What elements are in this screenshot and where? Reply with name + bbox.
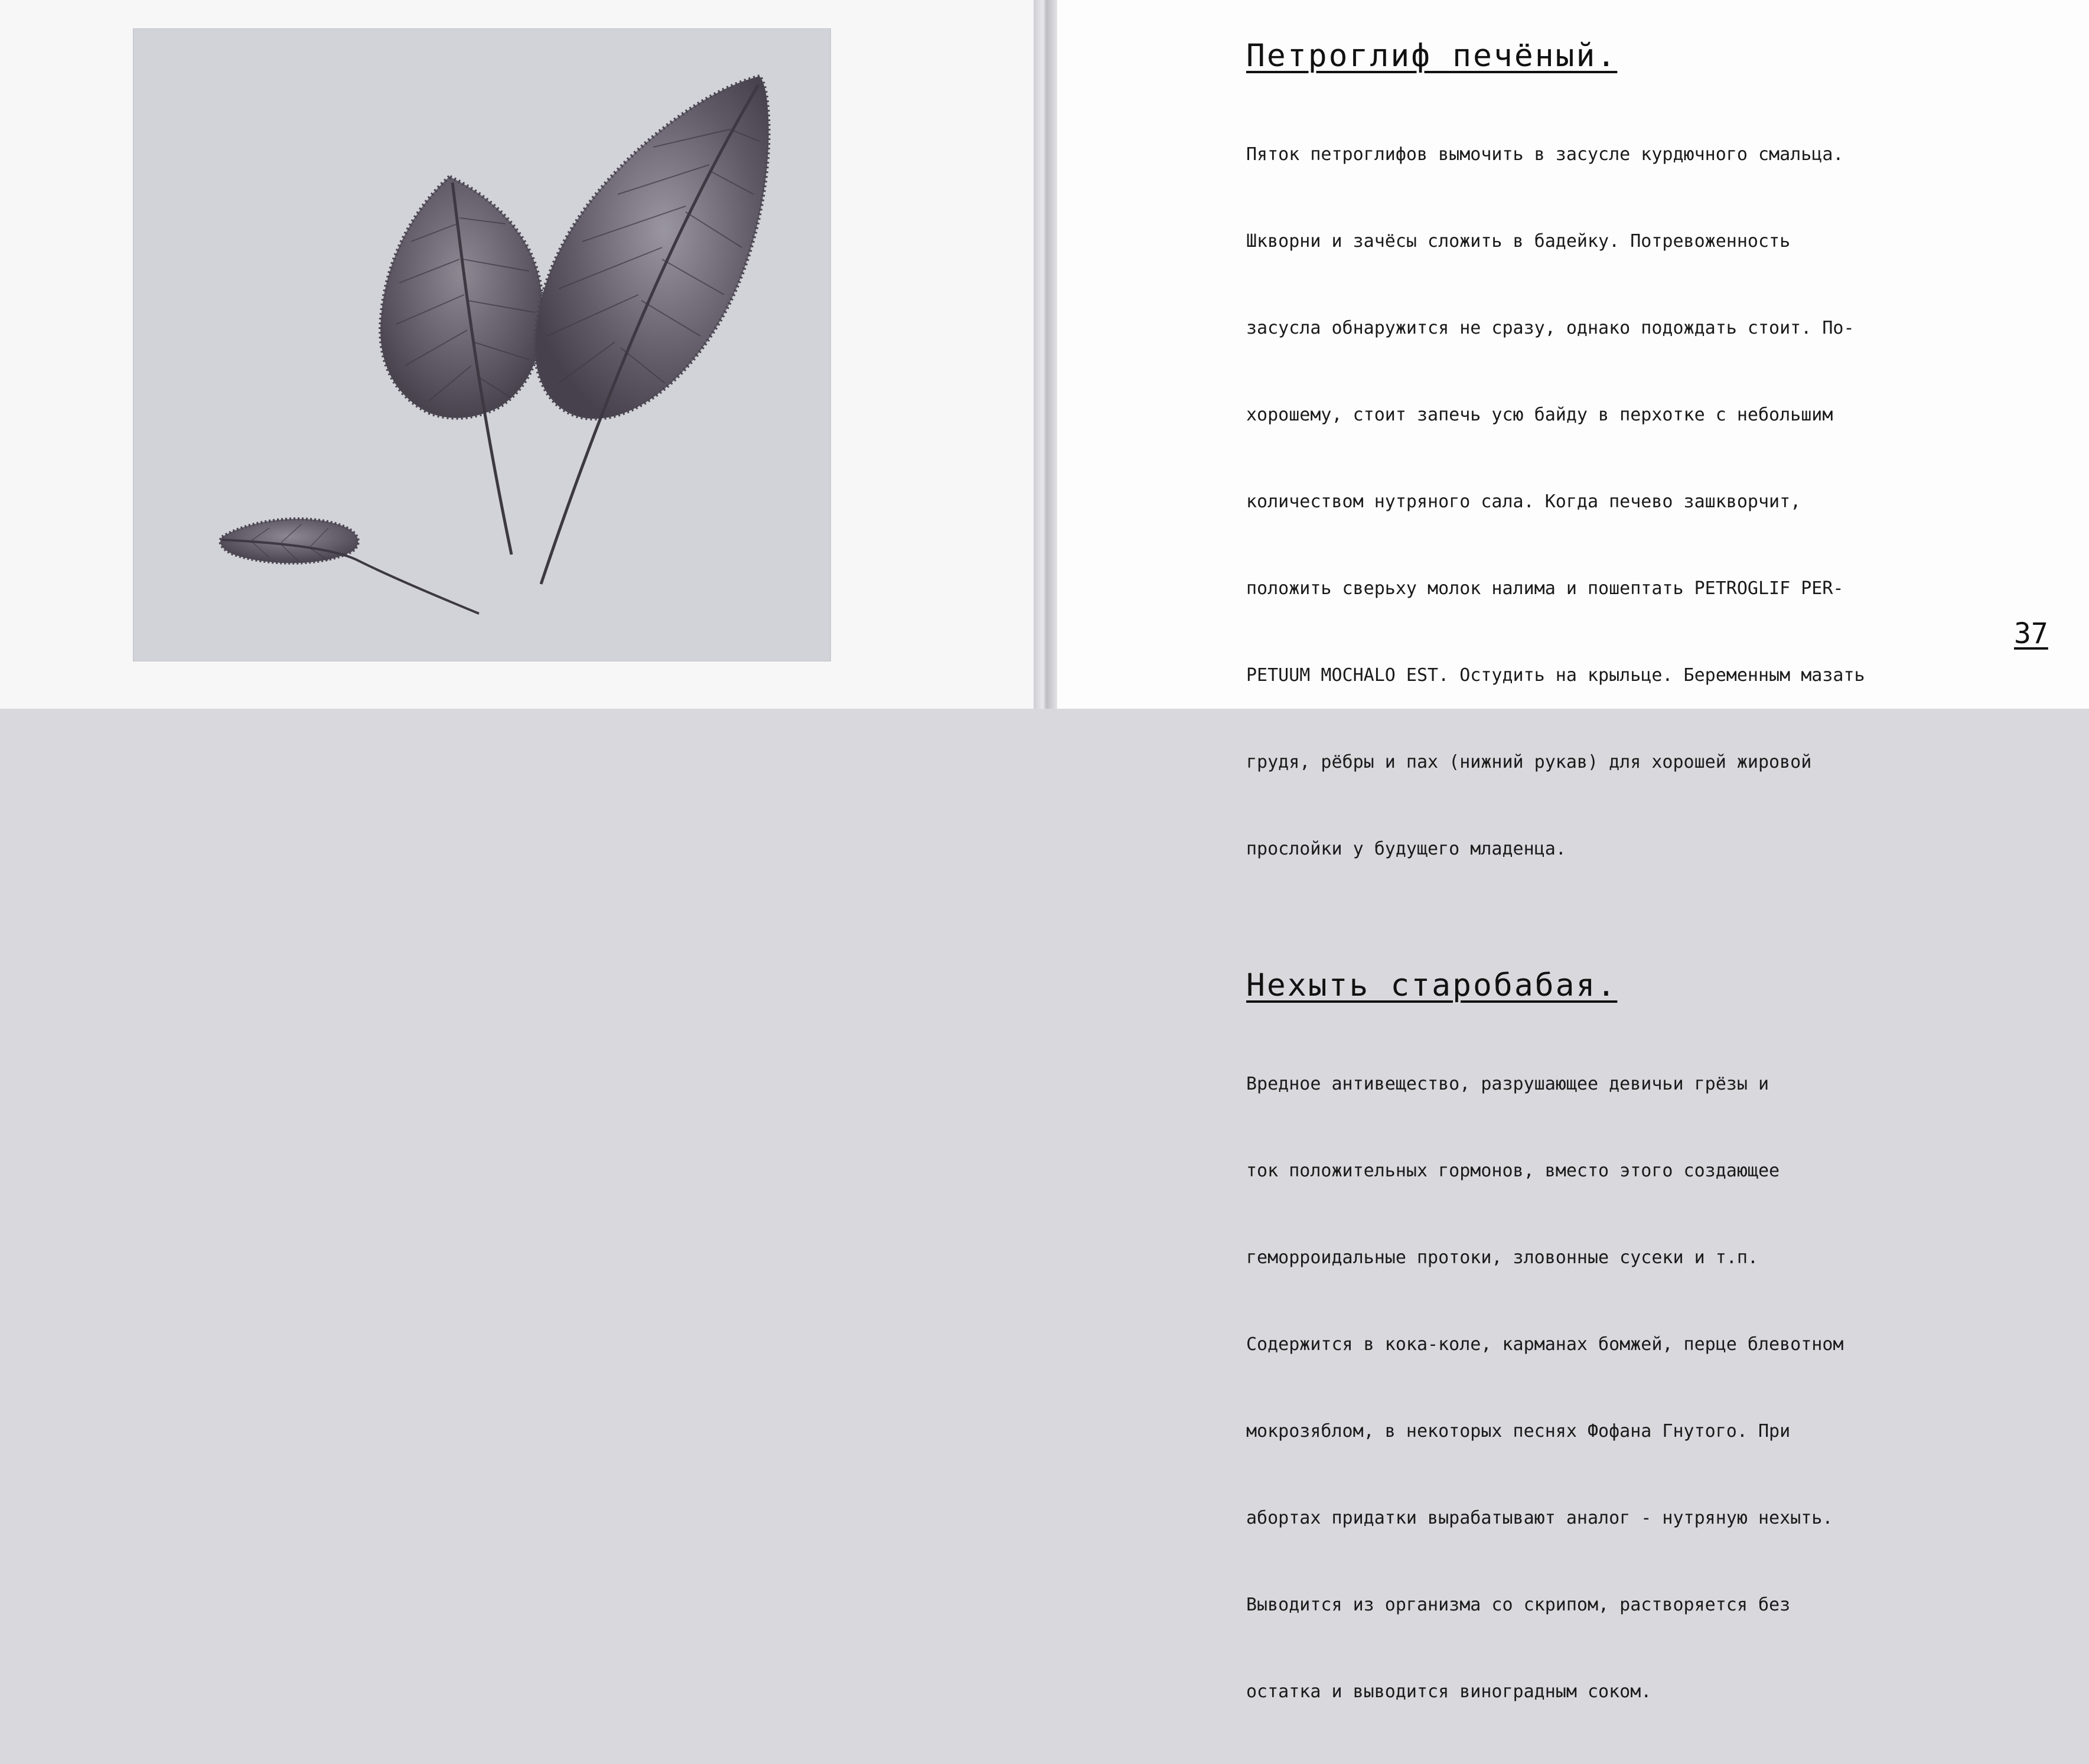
left-page (0, 0, 1034, 709)
text-line: Вредное антивещество, разрушающее девичьи грёзы и (1246, 1074, 1769, 1094)
section-body (1246, 1012, 2049, 1764)
text-line: Пяток петроглифов вымочить в засусле курдючного смальца. (1246, 144, 1844, 165)
text-line: Выводится из организма со скрипом, растворяется без (1246, 1595, 1791, 1615)
text-line: количеством нутряного сала. Когда печево зашкворчит, (1246, 491, 1801, 512)
page-number: 37 (2014, 617, 2048, 650)
section-body (1246, 82, 2049, 921)
recipe-text (1246, 38, 2049, 1764)
text-line: PETUUM MOCHALO EST. Остудить на крыльце. Беременным мазать (1246, 665, 1865, 686)
text-line: абортах придатки вырабатывают аналог - нутряную нехыть. (1246, 1508, 1833, 1528)
text-line: грудя, рёбры и пах (нижний рукав) для хорошей жировой (1246, 752, 1812, 772)
leaf-print-icon (133, 29, 830, 661)
leaf-print-photo (133, 28, 831, 661)
text-line: Содержится в кока-коле, карманах бомжей, перце блевотном (1246, 1334, 1844, 1355)
text-line: Шкворни и зачёсы сложить в бадейку. Потревоженность (1246, 231, 1791, 252)
book-gutter (1034, 0, 1057, 709)
section-title: Петроглиф печёный. (1246, 38, 1618, 74)
text-line: положить сверьху молок налима и пошептать PETROGLIF PER- (1246, 578, 1844, 599)
middle-leaf (380, 177, 542, 418)
text-line: остатка и выводится виноградным соком. (1246, 1681, 1652, 1702)
text-line: прослойки у будущего младенца. (1246, 839, 1566, 859)
text-line: мокрозяблом, в некоторых песнях Фофана Гнутого. При (1246, 1421, 1791, 1442)
text-line: хорошему, стоит запечь усю байду в перхотке с небольшим (1246, 405, 1833, 425)
text-line: засусла обнаружится не сразу, однако подождать стоит. По- (1246, 318, 1855, 338)
text-line: ток положительных гормонов, вместо этого создающее (1246, 1160, 1780, 1181)
section-title: Нехыть старобабая. (1246, 967, 1618, 1003)
text-line: геморроидальные протоки, зловонные сусеки и т.п. (1246, 1247, 1758, 1268)
